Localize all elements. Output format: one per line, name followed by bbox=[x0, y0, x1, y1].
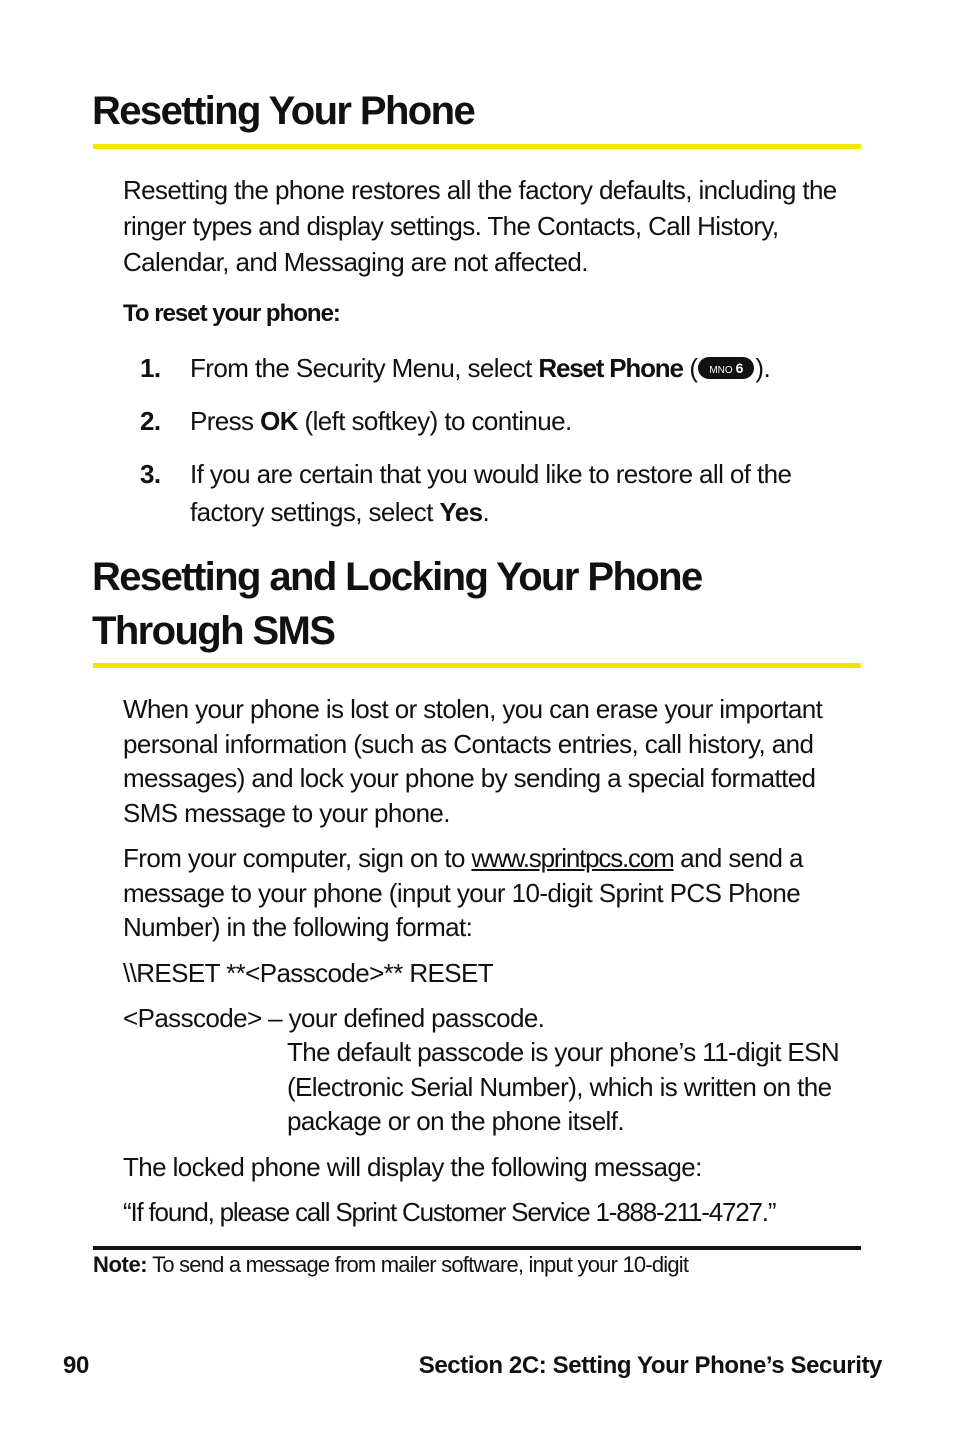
step-number: 1. bbox=[140, 353, 161, 383]
passcode-description: The default passcode is your phone’s 11-digit ESN (Electronic Serial Number), which is written on the package or on the phone itself. bbox=[287, 1037, 840, 1136]
sign-on-paragraph: From your computer, sign on to www.sprintpcs.com and send a message to your phone (input your 10-digit Sprint PCS Phone Number) in the following format: bbox=[123, 843, 803, 942]
sms-format-line: \\RESET **<Passcode>** RESET bbox=[123, 958, 494, 988]
step-text: Press OK (left softkey) to continue. bbox=[190, 406, 572, 436]
steps-heading: To reset your phone: bbox=[123, 300, 340, 327]
key-6-mno-icon: MNO 6 bbox=[698, 357, 754, 379]
section-title-resetting-locking: Resetting and Locking Your Phone Through SMS bbox=[92, 555, 702, 653]
sms-intro-paragraph: When your phone is lost or stolen, you can erase your important personal information (such as Contacts entries, call history, and messages) and lock your phone by sending a special formatted SMS message to your phone. bbox=[123, 694, 823, 828]
softkey-ok: OK bbox=[260, 406, 298, 436]
step-text: If you are certain that you would like to restore all of the factory settings, select Yes. bbox=[190, 459, 792, 527]
note-label: Note: bbox=[93, 1252, 148, 1277]
sprintpcs-link[interactable]: www.sprintpcs.com bbox=[471, 843, 674, 873]
title-underline bbox=[93, 663, 861, 668]
title-underline bbox=[93, 144, 861, 149]
page-number: 90 bbox=[63, 1352, 89, 1379]
menu-option-reset-phone: Reset Phone bbox=[538, 353, 683, 383]
note-rule bbox=[93, 1246, 861, 1250]
section-title-resetting-phone: Resetting Your Phone bbox=[92, 89, 475, 133]
step-text: From the Security Menu, select Reset Phone ( MNO 6 ). bbox=[190, 353, 771, 383]
step-number: 2. bbox=[140, 406, 161, 436]
section-footer-title: Section 2C: Setting Your Phone’s Security bbox=[418, 1352, 882, 1379]
locked-message-intro: The locked phone will display the following message: bbox=[123, 1152, 702, 1182]
step-number: 3. bbox=[140, 459, 161, 489]
passcode-term: <Passcode> – your defined passcode. bbox=[123, 1003, 545, 1033]
note bbox=[93, 1252, 688, 1278]
option-yes: Yes bbox=[439, 497, 483, 527]
reset-intro-paragraph: Resetting the phone restores all the factory defaults, including the ringer types and display settings. The Contacts, Call History, Calendar, and Messaging are not affected. bbox=[123, 175, 837, 277]
note-text: To send a message from mailer software, input your 10-digit bbox=[147, 1252, 689, 1277]
locked-message: “If found, please call Sprint Customer Service 1-888-211-4727.” bbox=[123, 1197, 776, 1227]
